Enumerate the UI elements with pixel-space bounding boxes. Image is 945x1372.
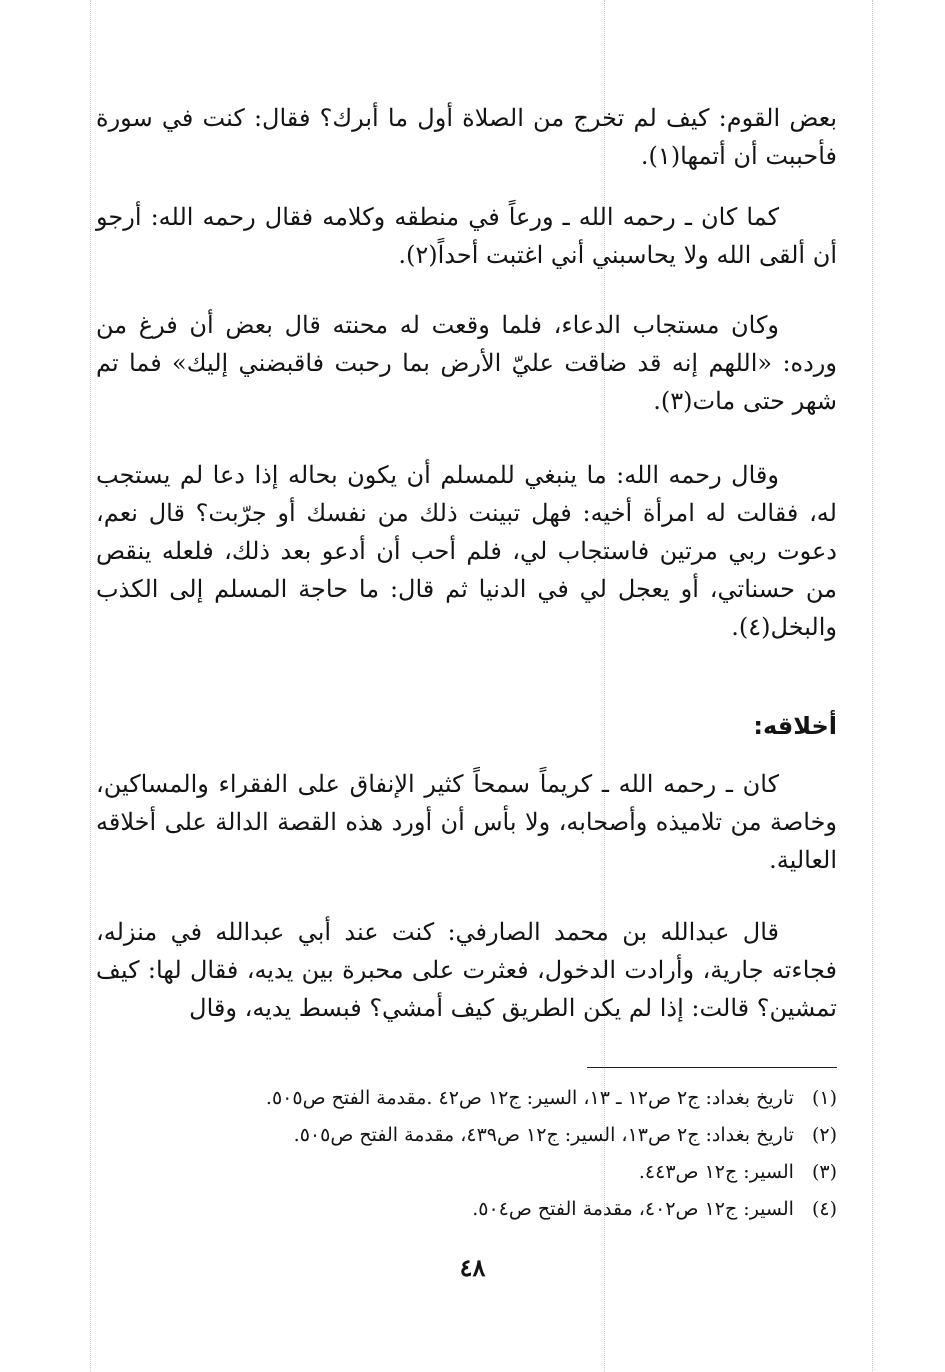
footnote-number: (٢)	[811, 1124, 837, 1146]
footnote-4	[96, 1191, 837, 1228]
footnote-1	[96, 1080, 837, 1117]
paragraph-text: قال عبدالله بن محمد الصارفي: كنت عند أبي عبدالله في منزله، فجاءته جارية، وأرادت الدخول، فعثرت على محبرة بين يديه، فقال لها: كيف تمشين؟ قالت: إذا لم يكن الطريق كيف أمشي؟ فبسط يديه، وقال	[96, 918, 837, 1022]
footnote-number: (٤)	[811, 1198, 837, 1220]
paragraph-text: وقال رحمه الله: ما ينبغي للمسلم أن يكون بحاله إذا دعا لم يستجب له، فقالت له امرأة أخيه: فهل تبينت ذلك من نفسك أو جرّبت؟ قال نعم، دعوت ربي مرتين فاستجاب لي، فلم أحب أن أدعو بعد ذلك، فلعله ينقص من حسناتي، أو يعجل لي في الدنيا ثم قال: ما حاجة المسلم إلى الكذب والبخل(٤).	[96, 461, 837, 641]
footnote-text: تاريخ بغداد: ج٢ ص١٢ ـ ١٣، السير: ج١٢ ص٤٢ .مقدمة الفتح ص٥٠٥.	[265, 1087, 794, 1109]
page-number: ٤٨	[459, 1253, 486, 1282]
scan-artifact-line	[90, 0, 91, 1372]
footnote-2	[96, 1117, 837, 1154]
paragraph-text: وكان مستجاب الدعاء، فلما وقعت له محنته قال بعض أن فرغ من ورده: «اللهم إنه قد ضاقت عليّ الأرض بما رحبت فاقبضني إليك» فما تم شهر حتى مات(٣).	[96, 311, 837, 415]
paragraph-6	[96, 913, 837, 1027]
paragraph-2	[96, 198, 837, 274]
footnote-number: (٣)	[811, 1161, 837, 1183]
paragraph-text: بعض القوم: كيف لم تخرج من الصلاة أول ما أبرك؟ فقال: كنت في سورة فأحببت أن أتمها(١).	[96, 104, 837, 170]
footnote-number: (١)	[811, 1087, 837, 1109]
footnote-text: السير: ج١٢ ص٤٤٣.	[638, 1161, 794, 1183]
footnotes	[96, 1080, 837, 1228]
paragraph-3	[96, 306, 837, 420]
paragraph-5	[96, 765, 837, 879]
footnote-3	[96, 1154, 837, 1191]
paragraph-text: كما كان ـ رحمه الله ـ ورعاً في منطقه وكلامه فقال رحمه الله: أرجو أن ألقى الله ولا يحاسبني أني اغتبت أحداً(٢).	[96, 203, 837, 269]
paragraph-1	[96, 99, 837, 175]
paragraph-4	[96, 456, 837, 646]
paragraph-text: كان ـ رحمه الله ـ كريماً سمحاً كثير الإنفاق على الفقراء والمساكين، وخاصة من تلاميذه وأصحابه، ولا بأس أن أورد هذه القصة الدالة على أخلاقه العالية.	[96, 770, 837, 874]
footnote-text: تاريخ بغداد: ج٢ ص١٣، السير: ج١٢ ص٤٣٩، مقدمة الفتح ص٥٠٥.	[293, 1124, 794, 1146]
footnote-text: السير: ج١٢ ص٤٠٢، مقدمة الفتح ص٥٠٤.	[472, 1198, 794, 1220]
section-heading: أخلاقه:	[753, 712, 837, 740]
scan-artifact-line	[872, 0, 873, 1372]
footnote-divider	[587, 1067, 837, 1068]
